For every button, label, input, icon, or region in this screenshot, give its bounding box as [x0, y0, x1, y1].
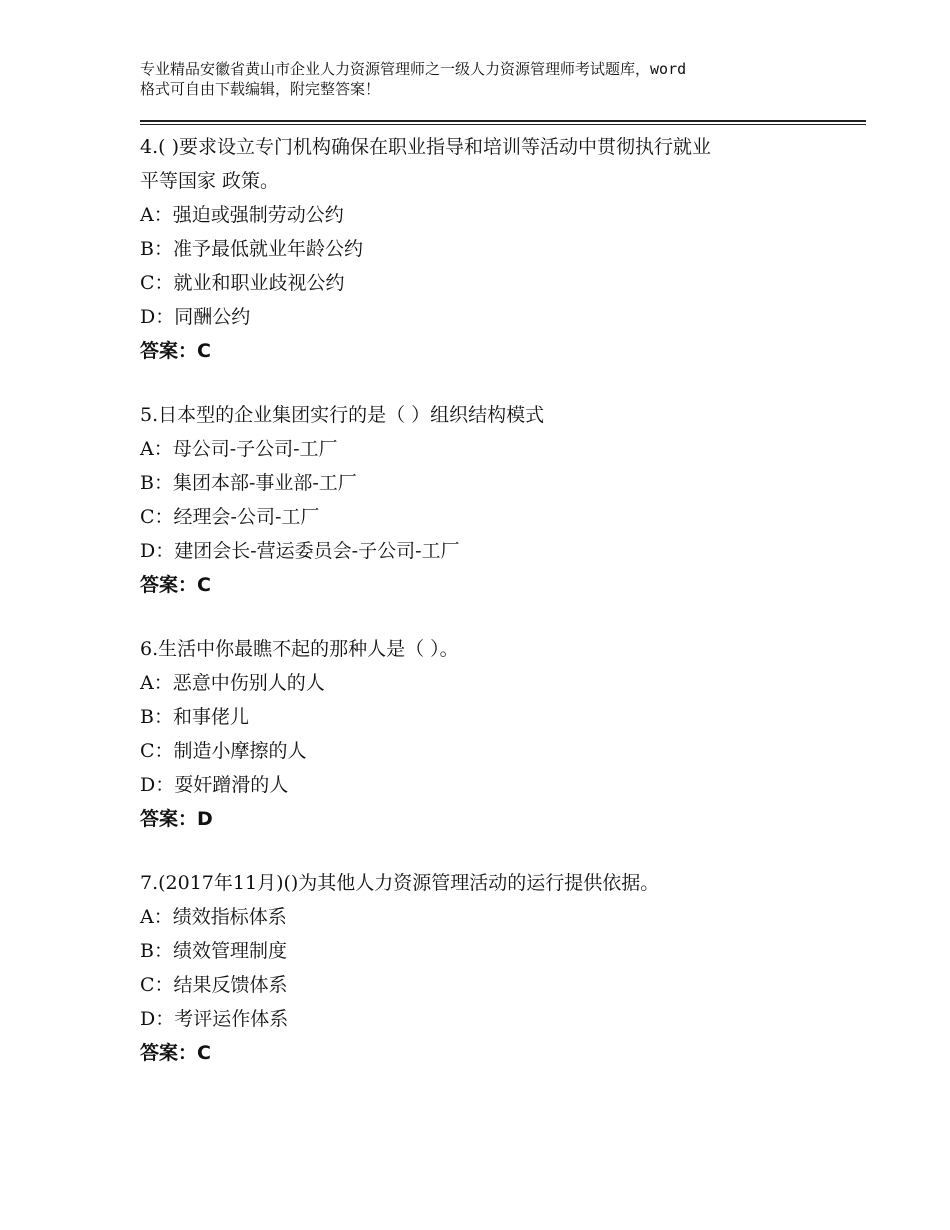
question-stem-line: 6.生活中你最瞧不起的那种人是（ ）。 [140, 638, 459, 660]
document-header [140, 59, 830, 99]
option-b: B：绩效管理制度 [140, 940, 287, 962]
answer-label: 答案：C [140, 1042, 211, 1064]
header-divider-thick [140, 120, 866, 122]
option-b: B：准予最低就业年龄公约 [140, 238, 363, 260]
answer-label: 答案：C [140, 340, 211, 362]
option-a: A：强迫或强制劳动公约 [140, 204, 344, 226]
question-stem-line: 平等国家 政策。 [140, 170, 280, 192]
question-6 [140, 632, 830, 836]
question-stem-line: 5.日本型的企业集团实行的是（ ）组织结构模式 [140, 404, 545, 426]
header-divider-thin [140, 124, 866, 125]
question-list [140, 130, 830, 1100]
question-7 [140, 866, 830, 1070]
option-b: B：集团本部-事业部-工厂 [140, 472, 357, 494]
answer-label: 答案：C [140, 574, 211, 596]
option-c: C：制造小摩擦的人 [140, 740, 307, 762]
option-d: D：同酬公约 [140, 306, 251, 328]
option-c: C：经理会-公司-工厂 [140, 506, 320, 528]
question-4 [140, 130, 830, 368]
option-b: B：和事佬儿 [140, 706, 249, 728]
header-line-2: 格式可自由下载编辑，附完整答案！ [140, 80, 381, 98]
option-d: D：考评运作体系 [140, 1008, 289, 1030]
question-stem-line: 4.( )要求设立专门机构确保在职业指导和培训等活动中贯彻执行就业 [140, 136, 711, 158]
option-d: D：建团会长-营运委员会-子公司-工厂 [140, 540, 460, 562]
option-c: C：就业和职业歧视公约 [140, 272, 345, 294]
option-d: D：耍奸蹭滑的人 [140, 774, 289, 796]
question-stem-line: 7.(2017年11月)()为其他人力资源管理活动的运行提供依据。 [140, 872, 660, 894]
header-line-1: 专业精品安徽省黄山市企业人力资源管理师之一级人力资源管理师考试题库，word [140, 60, 687, 78]
answer-label: 答案：D [140, 808, 213, 830]
question-5 [140, 398, 830, 602]
option-a: A：恶意中伤别人的人 [140, 672, 325, 694]
option-a: A：母公司-子公司-工厂 [140, 438, 338, 460]
option-a: A：绩效指标体系 [140, 906, 287, 928]
option-c: C：结果反馈体系 [140, 974, 288, 996]
